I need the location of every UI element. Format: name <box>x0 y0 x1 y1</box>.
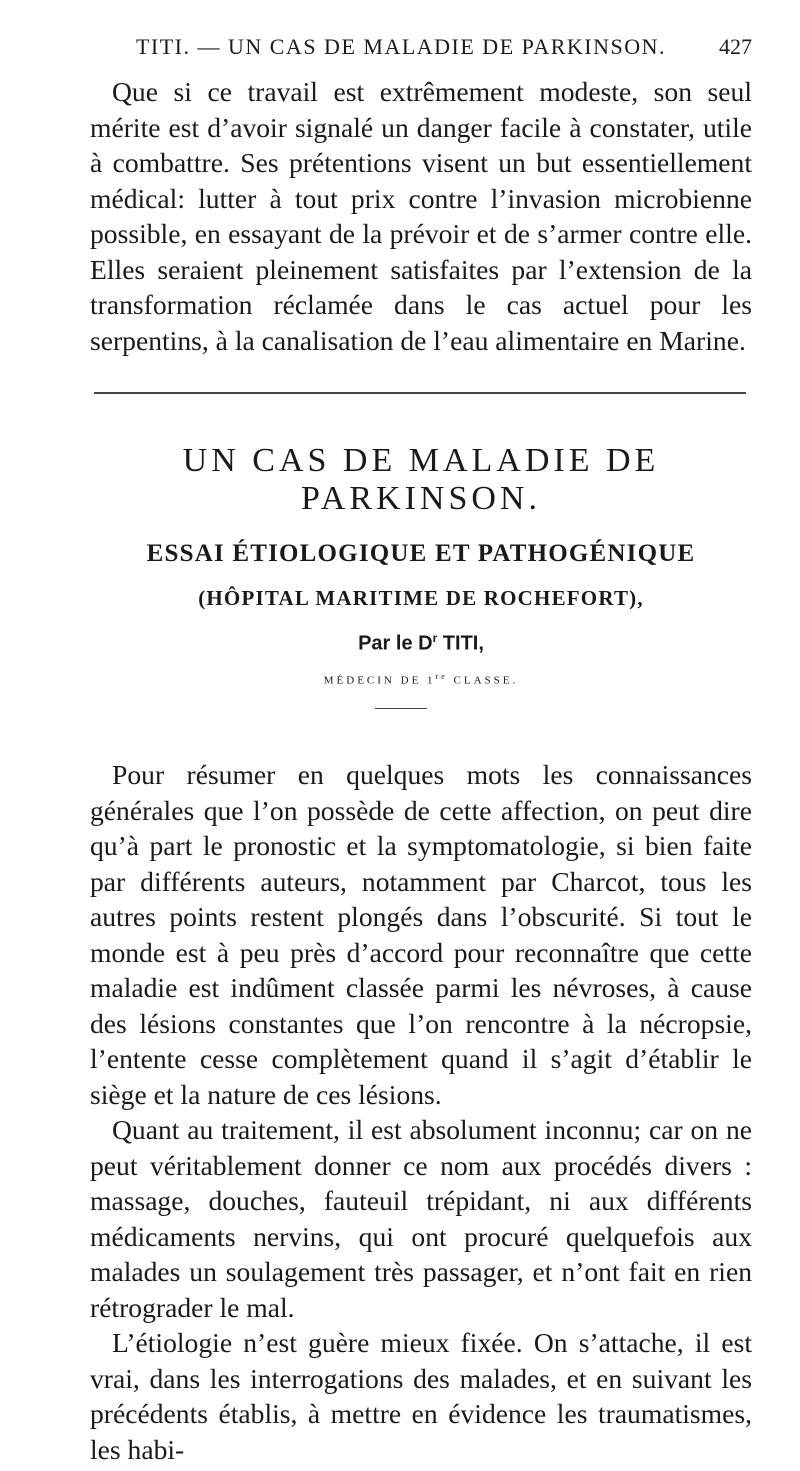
running-head <box>90 34 752 66</box>
author-name: TITI, <box>437 632 484 655</box>
page-number: 427 <box>719 34 752 59</box>
rank-sup: re <box>435 671 448 681</box>
body-paragraph-2: Quant au traitement, il est absolument inconnu; car on ne peut véritablement donner ce nom aux procédés divers : massage, douches, fauteuil trépidant, ni aux différents médicaments nervins, qui ont procuré quelquefois aux malades un soulagement très passager, et n’ont fait en rien rétrograder le mal. <box>90 1114 752 1323</box>
author-prefix: Par le D <box>358 632 433 655</box>
hospital-line: (HÔPITAL MARITIME DE ROCHEFORT), <box>198 586 644 610</box>
running-title: TITI. — UN CAS DE MALADIE DE PARKINSON. <box>135 34 667 59</box>
author-line <box>90 631 752 656</box>
body-paragraph-3: L’étiologie n’est guère mieux fixée. On s’attache, il est vrai, dans les interrogations des malades, et en suivant les précédents établis, à mettre en évidence les traumatismes, les habi- <box>90 1327 752 1465</box>
section-divider <box>94 392 746 394</box>
intro-paragraph: Que si ce travail est extrêmement modeste, son seul mérite est d’avoir signalé un danger facile à constater, utile à combattre. Ses prétentions visent un but essentiellement médical: lutter à tout prix contre l’invasion microbienne possible, en essayant de la prévoir et de s’armer contre elle. Elles seraient pleinement satisfaites par l’extension de la transformation réclamée dans le cas actuel pour les serpentins, à la canalisation de l’eau alimentaire en Marine. <box>90 76 752 356</box>
short-divider <box>375 708 427 709</box>
article-body <box>90 757 752 1467</box>
body-paragraph-1: Pour résumer en quelques mots les connaissances générales que l’on possède de cette affection, on peut dire qu’à part le pronostic et la symptomatologie, si bien faite par différents auteurs, notamment par Charcot, tous les autres points restent plongés dans l’obscurité. Si tout le monde est à peu près d’accord pour reconnaître que cette maladie est indûment classée parmi les névroses, à cause des lésions constantes que l’on rencontre à la nécropsie, l’entente cesse complètement quand il s’agit d’établir le siège et la nature de ces lésions. <box>90 759 752 1110</box>
rank-main: MÉDECIN DE 1 <box>323 674 436 687</box>
rank-tail: CLASSE. <box>447 674 519 687</box>
article-title: UN CAS DE MALADIE DE PARKINSON. <box>182 442 660 517</box>
author-sup: r <box>432 631 438 645</box>
author-rank <box>90 672 752 687</box>
article-subtitle: ESSAI ÉTIOLOGIQUE ET PATHOGÉNIQUE <box>146 540 696 567</box>
